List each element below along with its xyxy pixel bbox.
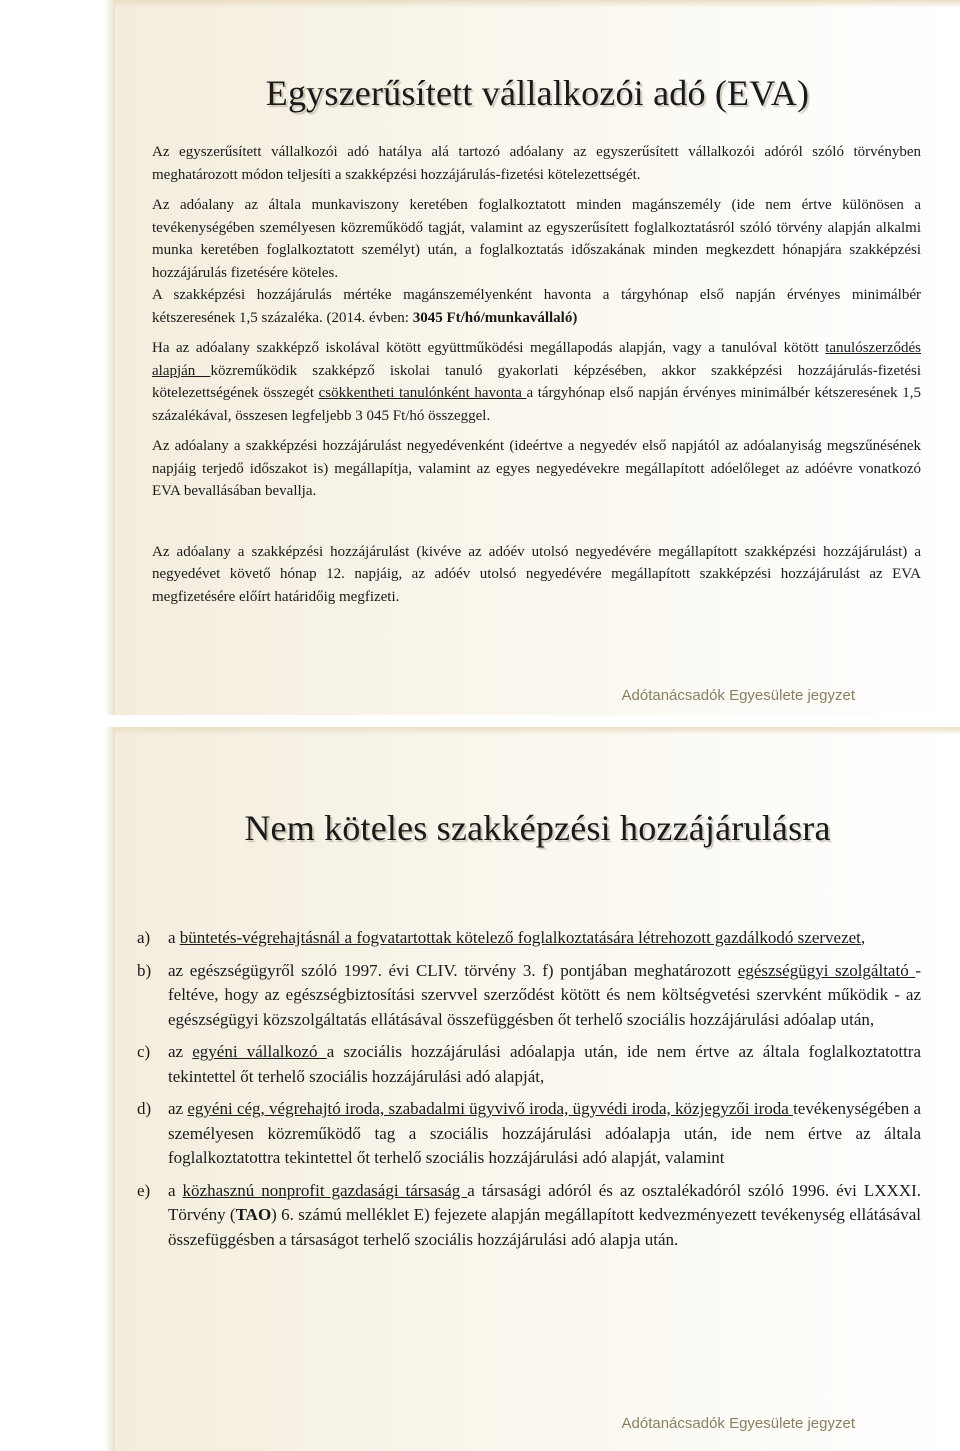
paragraph-rate xyxy=(152,284,921,329)
slide-footer: Adótanácsadók Egyesülete jegyzet xyxy=(621,687,855,704)
underlined-term: közhasznú nonprofit gazdasági társaság xyxy=(182,1180,468,1200)
paragraph-obligation: Az adóalany az általa munkaviszony keretében foglalkoztatott minden magánszemély (ide nem értve különösen a tevékenységében személyesen közreműködő tagját, valamint az egyszerűsített foglalkoztatásról szóló törvény alapján alkalmi munka keretében foglalkoztatott személyt) után, a foglalkoztatás időszakának minden megkezdett hónapjára szakképzési hozzájárulás fizetésére köteles. xyxy=(152,197,921,281)
list-text: - feltéve, hogy az egészségbiztosítási szervvel szerződést kötött és nem költségvetési szervként működik - az egészségügyi közszolgáltatás ellátásával összefüggésben őt terhelő szociális hozzájárulási adóalap után, xyxy=(168,960,922,1029)
list-text: a xyxy=(168,928,180,947)
list-item xyxy=(137,1097,921,1171)
list-text: az xyxy=(168,1099,188,1118)
list-text: a xyxy=(168,1180,183,1200)
reduction-text-b: közreműködik szakképző iskolai tanuló gyakorlati képzésében, akkor szakképzési hozzájárulás-fizetési kötelezettségének összegét xyxy=(152,362,921,401)
reduction-underline-monthly: csökkentheti tanulónként havonta xyxy=(318,385,527,401)
rate-amount: 3045 Ft/hó/munkavállaló) xyxy=(412,309,578,326)
underlined-term: egyéni vállalkozó xyxy=(192,1042,327,1061)
slide-eva xyxy=(0,0,960,715)
list-marker: a) xyxy=(137,928,151,947)
paragraph-intro: Az egyszerűsített vállalkozói adó hatálya alá tartozó adóalany az egyszerűsített vállalkozói adóról szóló törvényben meghatározott módon teljesíti a szakképzési hozzájárulás-fizetési kötelezettségét. xyxy=(152,144,921,183)
paragraph-reduction xyxy=(152,337,921,427)
list-marker: c) xyxy=(137,1042,151,1061)
slide-title: Nem köteles szakképzési hozzájárulásra xyxy=(244,808,831,848)
rate-text: A szakképzési hozzájárulás mértéke magánszemélyenként havonta a tárgyhónap első napján érvényes minimálbér kétszeresének 1,5 százaléka. (2014. évben: xyxy=(152,287,921,326)
underlined-term: egészségügyi szolgáltató xyxy=(737,960,916,980)
reduction-text-c: a tárgyhónap első napján érvényes minimálbér kétszeresének 1,5 százalékával, összesen legfeljebb 3 045 Ft/hó összeggel. xyxy=(152,385,921,424)
list-text: TAO xyxy=(235,1205,272,1224)
list-text: a szociális hozzájárulási adóalapja után, ide nem értve az általa foglalkoztatottra tekintettel őt terhelő szociális hozzájárulási adó alapját, xyxy=(168,1042,922,1086)
list-item xyxy=(137,1179,921,1253)
list-text: a társasági adóról és az osztalékadóról szóló 1996. évi LXXXI. Törvény ( xyxy=(168,1180,922,1224)
slide-exempt xyxy=(0,727,960,1451)
list-text: az xyxy=(168,1042,193,1061)
exempt-list xyxy=(137,926,921,1260)
reduction-text-a: Ha az adóalany szakképző iskolával kötött együttműködési megállapodás alapján, vagy a tanulóval kötött xyxy=(152,340,826,356)
list-item xyxy=(137,1040,921,1089)
list-text: az egészségügyről szóló 1997. évi CLIV. törvény 3. f) pontjában meghatározott xyxy=(168,960,738,980)
list-item xyxy=(137,926,921,951)
slide-body xyxy=(152,141,921,616)
slide-title: Egyszerűsített vállalkozói adó (EVA) xyxy=(265,73,810,113)
underlined-term: büntetés-végrehajtásnál a fogvatartottak kötelező foglalkoztatására létrehozott gazdálkodó szervezet xyxy=(179,928,861,947)
slide-footer: Adótanácsadók Egyesülete jegyzet xyxy=(621,1415,855,1432)
list-text: tevékenységében a személyesen közreműködő tag a szociális hozzájárulási adóalapja után, ide nem értve az általa foglalkoztatottra tekintettel őt terhelő szociális hozzájárulási adó alapját, valamint xyxy=(168,1099,921,1167)
spacer xyxy=(152,511,921,541)
list-marker: d) xyxy=(137,1099,152,1118)
list-item xyxy=(137,959,921,1033)
paragraph-quarterly: Az adóalany a szakképzési hozzájárulást negyedévenként (ideértve a negyedév első napjától az adóalanyiság megszűnésének napjáig terjedő időszakot is) megállapítja, valamint az egyes negyedévekre megállapított adóelőleget az adóévre vonatkozó EVA bevallásában bevallja. xyxy=(152,438,921,499)
list-text: , xyxy=(860,928,866,947)
list-marker: b) xyxy=(137,960,152,980)
list-marker: e) xyxy=(137,1180,151,1200)
reduction-underline-contract: tanulószerződés alapján xyxy=(152,340,921,379)
list-text: ) 6. számú melléklet E) fejezete alapján megállapított kedvezményezett tevékenység ellátásával összefüggésben a társaságot terhelő szociális hozzájárulási adó alapja után. xyxy=(168,1205,921,1249)
underlined-term: egyéni cég, végrehajtó iroda, szabadalmi ügyvivő iroda, ügyvédi iroda, közjegyzői iroda xyxy=(187,1099,794,1118)
paragraph-payment: Az adóalany a szakképzési hozzájárulást (kivéve az adóév utolsó negyedévére megállapított szakképzési hozzájárulást) a negyedévet követő hónap 12. napjáig, az adóév utolsó negyedévére megállapított szakképzési hozzájárulást az EVA megfizetésére előírt határidőig megfizeti. xyxy=(152,543,921,605)
